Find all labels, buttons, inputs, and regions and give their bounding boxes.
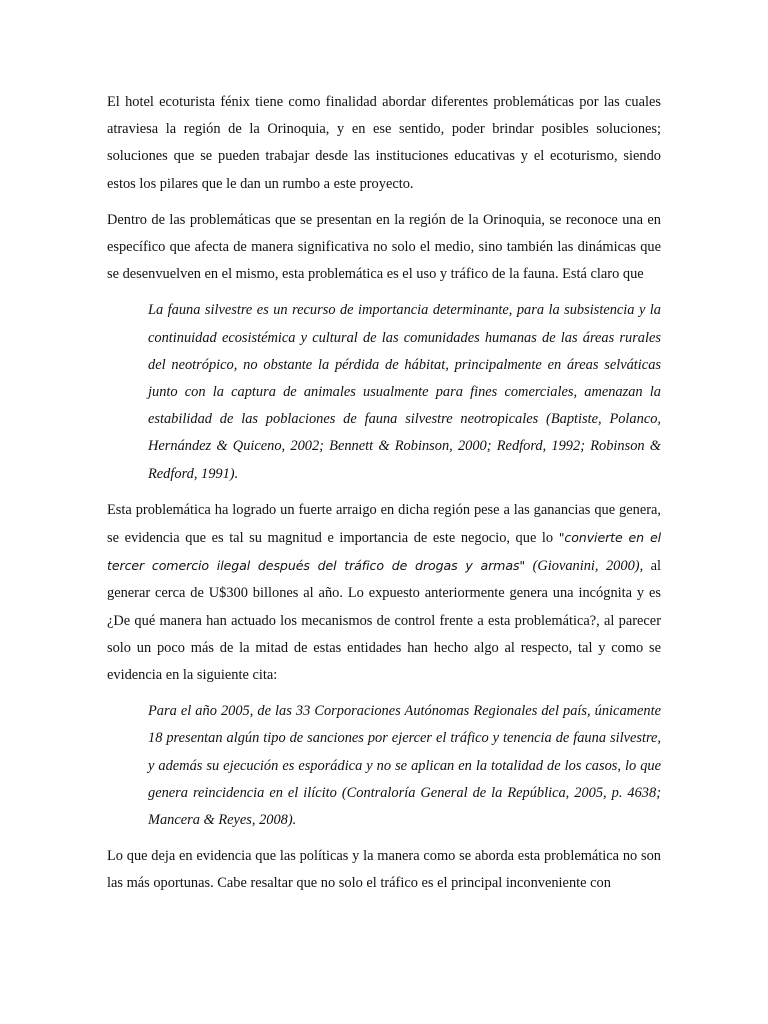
block-quote-corporaciones: Para el año 2005, de las 33 Corporaciones Autónomas Regionales del país, únicamente 18 presentan algún tipo de sanciones por ejercer el tráfico y tenencia de fauna silvestre, y además su ejecución es esporádica y no se aplican en la totalidad de los casos, lo que genera reincidencia en el ilícito (Contraloría General de la República, 2005, p. 4638; Mancera & Reyes, 2008). [148, 703, 661, 829]
block-quote-fauna: La fauna silvestre es un recurso de importancia determinante, para la subsistencia y la continuidad ecosistémica y cultural de las comunidades humanas de las áreas rurales del neotrópico, no obstante la pérdida de hábitat, principalmente en áreas selváticas junto con la captura de animales usualmente para fines comerciales, amenazan la estabilidad de las poblaciones de fauna silvestre neotropicales (Baptiste, Polanco, Hernández & Quiceno, 2002; Bennett & Robinson, 2000; Redford, 1992; Robinson & Redford, 1991). [148, 302, 661, 482]
inline-quote: "convierte en el tercer comercio ilegal después del tráfico de drogas y armas" [107, 530, 661, 574]
paragraph-conclusion: Lo que deja en evidencia que las políticas y la manera como se aborda esta problemática no son las más oportunas. Cabe resaltar que no solo el tráfico es el principal inconveniente con [107, 848, 661, 892]
paragraph-trafico-start: Esta problemática ha logrado un fuerte arraigo en dicha región pese a las ganancias que genera, se evidencia que es tal su magnitud e importancia de este negocio, que lo [107, 501, 661, 547]
paragraph-trafico [107, 497, 661, 689]
document-page [107, 89, 661, 907]
paragraph-intro: El hotel ecoturista fénix tiene como finalidad abordar diferentes problemáticas por las cuales atraviesa la región de la Orinoquia, y en ese sentido, poder brindar posibles soluciones; soluciones que se pueden trabajar desde las instituciones educativas y el ecoturismo, siendo estos los pilares que le dan un rumbo a este proyecto. [107, 94, 661, 192]
paragraph-trafico-end: al generar cerca de U$300 billones al año. Lo expuesto anteriormente genera una incógnita y es ¿De qué manera han actuado los mecanismos de control frente a esta problemática?, al parecer solo un poco más de la mitad de estas entidades han hecho algo al respecto, tal y como se evidencia en la siguiente cita: [107, 558, 662, 684]
inline-citation: (Giovanini, 2000), [525, 558, 644, 575]
paragraph-problematica: Dentro de las problemáticas que se presentan en la región de la Orinoquia, se reconoce una en específico que afecta de manera significativa no solo el medio, sino también las dinámicas que se desenvuelven en el mismo, esta problemática es el uso y tráfico de la fauna. Está claro que [107, 211, 661, 283]
